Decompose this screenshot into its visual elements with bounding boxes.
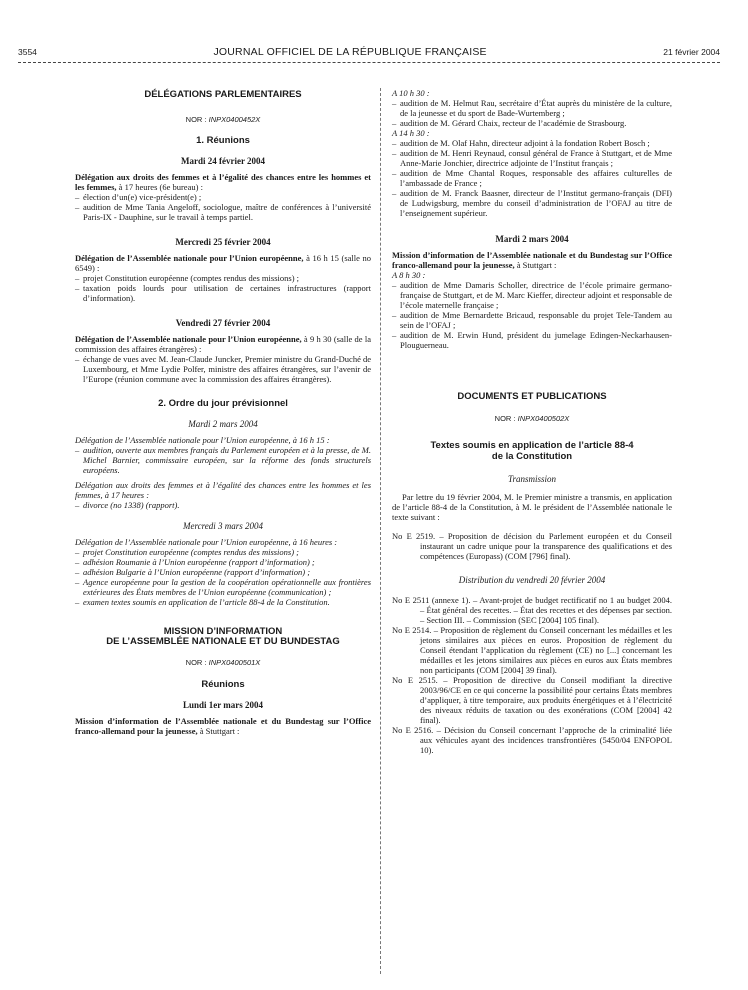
agenda-list [75, 445, 371, 475]
time-slot: A 14 h 30 : [392, 128, 430, 138]
list-item: – adhésion Roumanie à l’Union européenne (rapport d’information) ; [75, 557, 371, 567]
list-item: – examen textes soumis en application de l’article 88-4 de la Constitution. [75, 597, 371, 607]
time-slot: A 8 h 30 : [392, 270, 426, 280]
right-column [392, 88, 672, 755]
document-entry: No E 2514. – Proposition de règlement du Conseil concernant les médailles et les jetons similaires aux pièces en euros. Proposition de règlement du Conseil étendant l’application du règlement (CE) no [...] concernant les médailles et les jetons similaires aux pièces en euros aux États membres non participants (COM [2004] 39 final). [392, 625, 672, 675]
meeting-time: à 17 heures (6e bureau) : [118, 182, 203, 192]
mission-title-line2: DE L’ASSEMBLÉE NATIONALE ET DU BUNDESTAG [106, 636, 340, 647]
nor-line [392, 414, 672, 424]
mission-title-line1: MISSION D’INFORMATION [163, 626, 283, 637]
list-item: – audition de Mme Damaris Scholler, directrice de l’école primaire germano-française de Stuttgart, et de M. Marc Kieffer, directeur adjoint et responsable de l’école maternelle française ; [392, 280, 672, 310]
left-column [75, 88, 371, 736]
subheading-transmission: Transmission [507, 474, 557, 484]
running-header [18, 46, 720, 60]
meeting-intro [75, 334, 371, 354]
day-heading: Lundi 1er mars 2004 [182, 700, 264, 710]
document-entry: No E 2516. – Décision du Conseil concernant l’approche de la criminalité liée aux véhicules ayant des incidences transfrontières (5450/04 ENFOPOL 10). [392, 725, 672, 755]
meeting-time: à Stuttgart : [516, 260, 557, 270]
header-date: 21 février 2004 [663, 47, 720, 57]
list-item: – échange de vues avec M. Jean-Claude Juncker, Premier ministre du Grand-Duché de Luxembourg, et Mme Lydie Polfer, ministre des affaires étrangères, sur l’avenir de l’Europe (réunion commune avec la commission des affaires étrangères). [75, 354, 371, 384]
nor-line [75, 658, 371, 668]
day-heading: Vendredi 27 février 2004 [175, 318, 271, 328]
agenda-list [392, 138, 672, 218]
agenda-intro: Délégation aux droits des femmes et à l’égalité des chances entre les hommes et les femmes, à 17 heures : [75, 480, 371, 500]
nor-code: INPX0400452X [208, 115, 261, 124]
meeting-intro [75, 716, 371, 736]
agenda-list [75, 547, 371, 607]
meeting-body: Mission d’information de l’Assemblée nationale et du Bundestag sur l’Office franco-allemand pour la jeunesse, [75, 716, 371, 736]
list-item: – adhésion Bulgarie à l’Union européenne (rapport d’information) ; [75, 567, 371, 577]
list-item: – projet Constitution européenne (comptes rendus des missions) ; [75, 547, 371, 557]
nor-line [75, 115, 371, 125]
list-item: – audition de M. Gérard Chaix, recteur de l’académie de Strasbourg. [392, 118, 672, 128]
subheading-distribution: Distribution du vendredi 20 février 2004 [458, 575, 606, 585]
nor-label: NOR : [494, 414, 516, 423]
day-heading: Mardi 24 février 2004 [180, 156, 266, 166]
list-item: – élection d’un(e) vice-président(e) ; [75, 192, 371, 202]
journal-title: JOURNAL OFFICIEL DE LA RÉPUBLIQUE FRANÇAISE [213, 46, 487, 58]
day-heading: Mercredi 25 février 2004 [175, 237, 271, 247]
meeting-intro [392, 250, 672, 270]
day-heading: Mardi 2 mars 2004 [495, 234, 569, 244]
list-item: – audition, ouverte aux membres français du Parlement européen et à la presse, de M. Michel Barnier, commissaire européen, sur la réforme des fonds structurels européens. [75, 445, 371, 475]
meeting-body: Délégation de l’Assemblée nationale pour l’Union européenne, [75, 334, 302, 344]
document-entry: No E 2511 (annexe 1). – Avant-projet de budget rectificatif no 1 au budget 2004. – État général des recettes. – État des recettes et des dépenses par section. – Section III. – Commission (SEC [2004] 105 final). [392, 595, 672, 625]
agenda-list [75, 192, 371, 222]
intro-paragraph: Par lettre du 19 février 2004, M. le Premier ministre a transmis, en application de l’article 88-4 de la Constitution, à M. le président de l’Assemblée nationale le texte suivant : [392, 492, 672, 522]
mission-title [75, 627, 371, 647]
header-rule [18, 62, 720, 63]
list-item: – audition de Mme Bernardette Bricaud, responsable du projet Tele-Tandem au sein de l’OFAJ ; [392, 310, 672, 330]
agenda-list [75, 354, 371, 384]
heading-line1: Textes soumis en application de l’article 88-4 [430, 440, 634, 451]
list-item: – audition de M. Olaf Hahn, directeur adjoint à la fondation Robert Bosch ; [392, 138, 672, 148]
day-heading: Mardi 2 mars 2004 [188, 419, 258, 429]
meeting-body: Délégation de l’Assemblée nationale pour l’Union européenne, [75, 253, 304, 263]
list-item: – audition de M. Erwin Hund, président du jumelage Edingen-Neckarhausen-Plouguerneau. [392, 330, 672, 350]
heading-reunions: Réunions [201, 679, 245, 690]
list-item: – audition de M. Franck Baasner, directeur de l’Institut germano-français (DFI) de Ludwigsburg, membre du conseil d’administration de l’OFAJ au titre de l’enseignement supérieur. [392, 188, 672, 218]
document-entry: No E 2519. – Proposition de décision du Parlement européen et du Conseil instaurant un cadre unique pour la transparence des qualifications et des compétences (Europass) (COM [796] final). [392, 531, 672, 561]
meeting-time: à 16 h 15 (salle no 6549) : [75, 253, 372, 273]
nor-label: NOR : [185, 115, 207, 124]
list-item: – taxation poids lourds pour utilisation de certaines infrastructures (rapport d’information). [75, 283, 371, 303]
meeting-intro [75, 253, 371, 273]
list-item: – divorce (no 1338) (rapport). [75, 500, 371, 510]
document-entry: No E 2515. – Proposition de directive du Conseil modifiant la directive 2003/96/CE en ce qui concerne la possibilité pour certains États membres d’appliquer, à titre temporaire, aux produits énergétiques et à l’électricité des niveaux réduits de taxation ou des exonérations (COM [2004] 42 final). [392, 675, 672, 725]
list-item: – audition de Mme Chantal Roques, responsable des affaires culturelles de l’ambassade de France ; [392, 168, 672, 188]
list-item: – audition de Mme Tania Angeloff, sociologue, maître de conférences à l’université Paris-IX - Dauphine, sur le travail à temps partiel. [75, 202, 371, 222]
heading-ordre-du-jour: 2. Ordre du jour prévisionnel [158, 398, 288, 409]
heading-reunions: 1. Réunions [196, 135, 250, 146]
meeting-body: Délégation aux droits des femmes et à l’égalité des chances entre les hommes et les femmes, [75, 172, 371, 192]
list-item: – projet Constitution européenne (comptes rendus des missions) ; [75, 273, 371, 283]
section-title-documents: DOCUMENTS ET PUBLICATIONS [457, 391, 607, 402]
list-item: – audition de M. Helmut Rau, secrétaire d’État auprès du ministère de la culture, de la jeunesse et du sport de Bade-Wurtemberg ; [392, 98, 672, 118]
agenda-list [392, 98, 672, 128]
meeting-body: Mission d’information de l’Assemblée nationale et du Bundestag sur l’Office franco-allemand pour la jeunesse, [392, 250, 672, 270]
time-slot: A 10 h 30 : [392, 88, 430, 98]
meeting-time: à Stuttgart : [199, 726, 240, 736]
section-title-delegations: DÉLÉGATIONS PARLEMENTAIRES [144, 89, 302, 100]
meeting-intro [75, 172, 371, 192]
list-item: – Agence européenne pour la gestion de la coopération opérationnelle aux frontières extérieures des États membres de l’Union européenne (communication) ; [75, 577, 371, 597]
meeting-time: à 9 h 30 (salle de la commission des affaires étrangères) : [75, 334, 371, 354]
page-number: 3554 [18, 47, 37, 57]
agenda-intro: Délégation de l’Assemblée nationale pour l’Union européenne, à 16 h 15 : [75, 435, 330, 445]
agenda-list [392, 280, 672, 350]
nor-code: INPX0400502X [517, 414, 570, 423]
list-item: – audition de M. Henri Reynaud, consul général de France à Stuttgart, et de Mme Anne-Marie Jonchier, directrice adjointe de l’Institut français ; [392, 148, 672, 168]
column-divider [380, 88, 381, 974]
heading-textes-soumis [392, 440, 672, 462]
agenda-intro: Délégation de l’Assemblée nationale pour l’Union européenne, à 16 heures : [75, 537, 338, 547]
agenda-list [75, 273, 371, 303]
day-heading: Mercredi 3 mars 2004 [182, 521, 264, 531]
nor-code: INPX0400501X [208, 658, 261, 667]
nor-label: NOR : [185, 658, 207, 667]
heading-line2: de la Constitution [491, 451, 573, 462]
agenda-list [75, 500, 371, 510]
